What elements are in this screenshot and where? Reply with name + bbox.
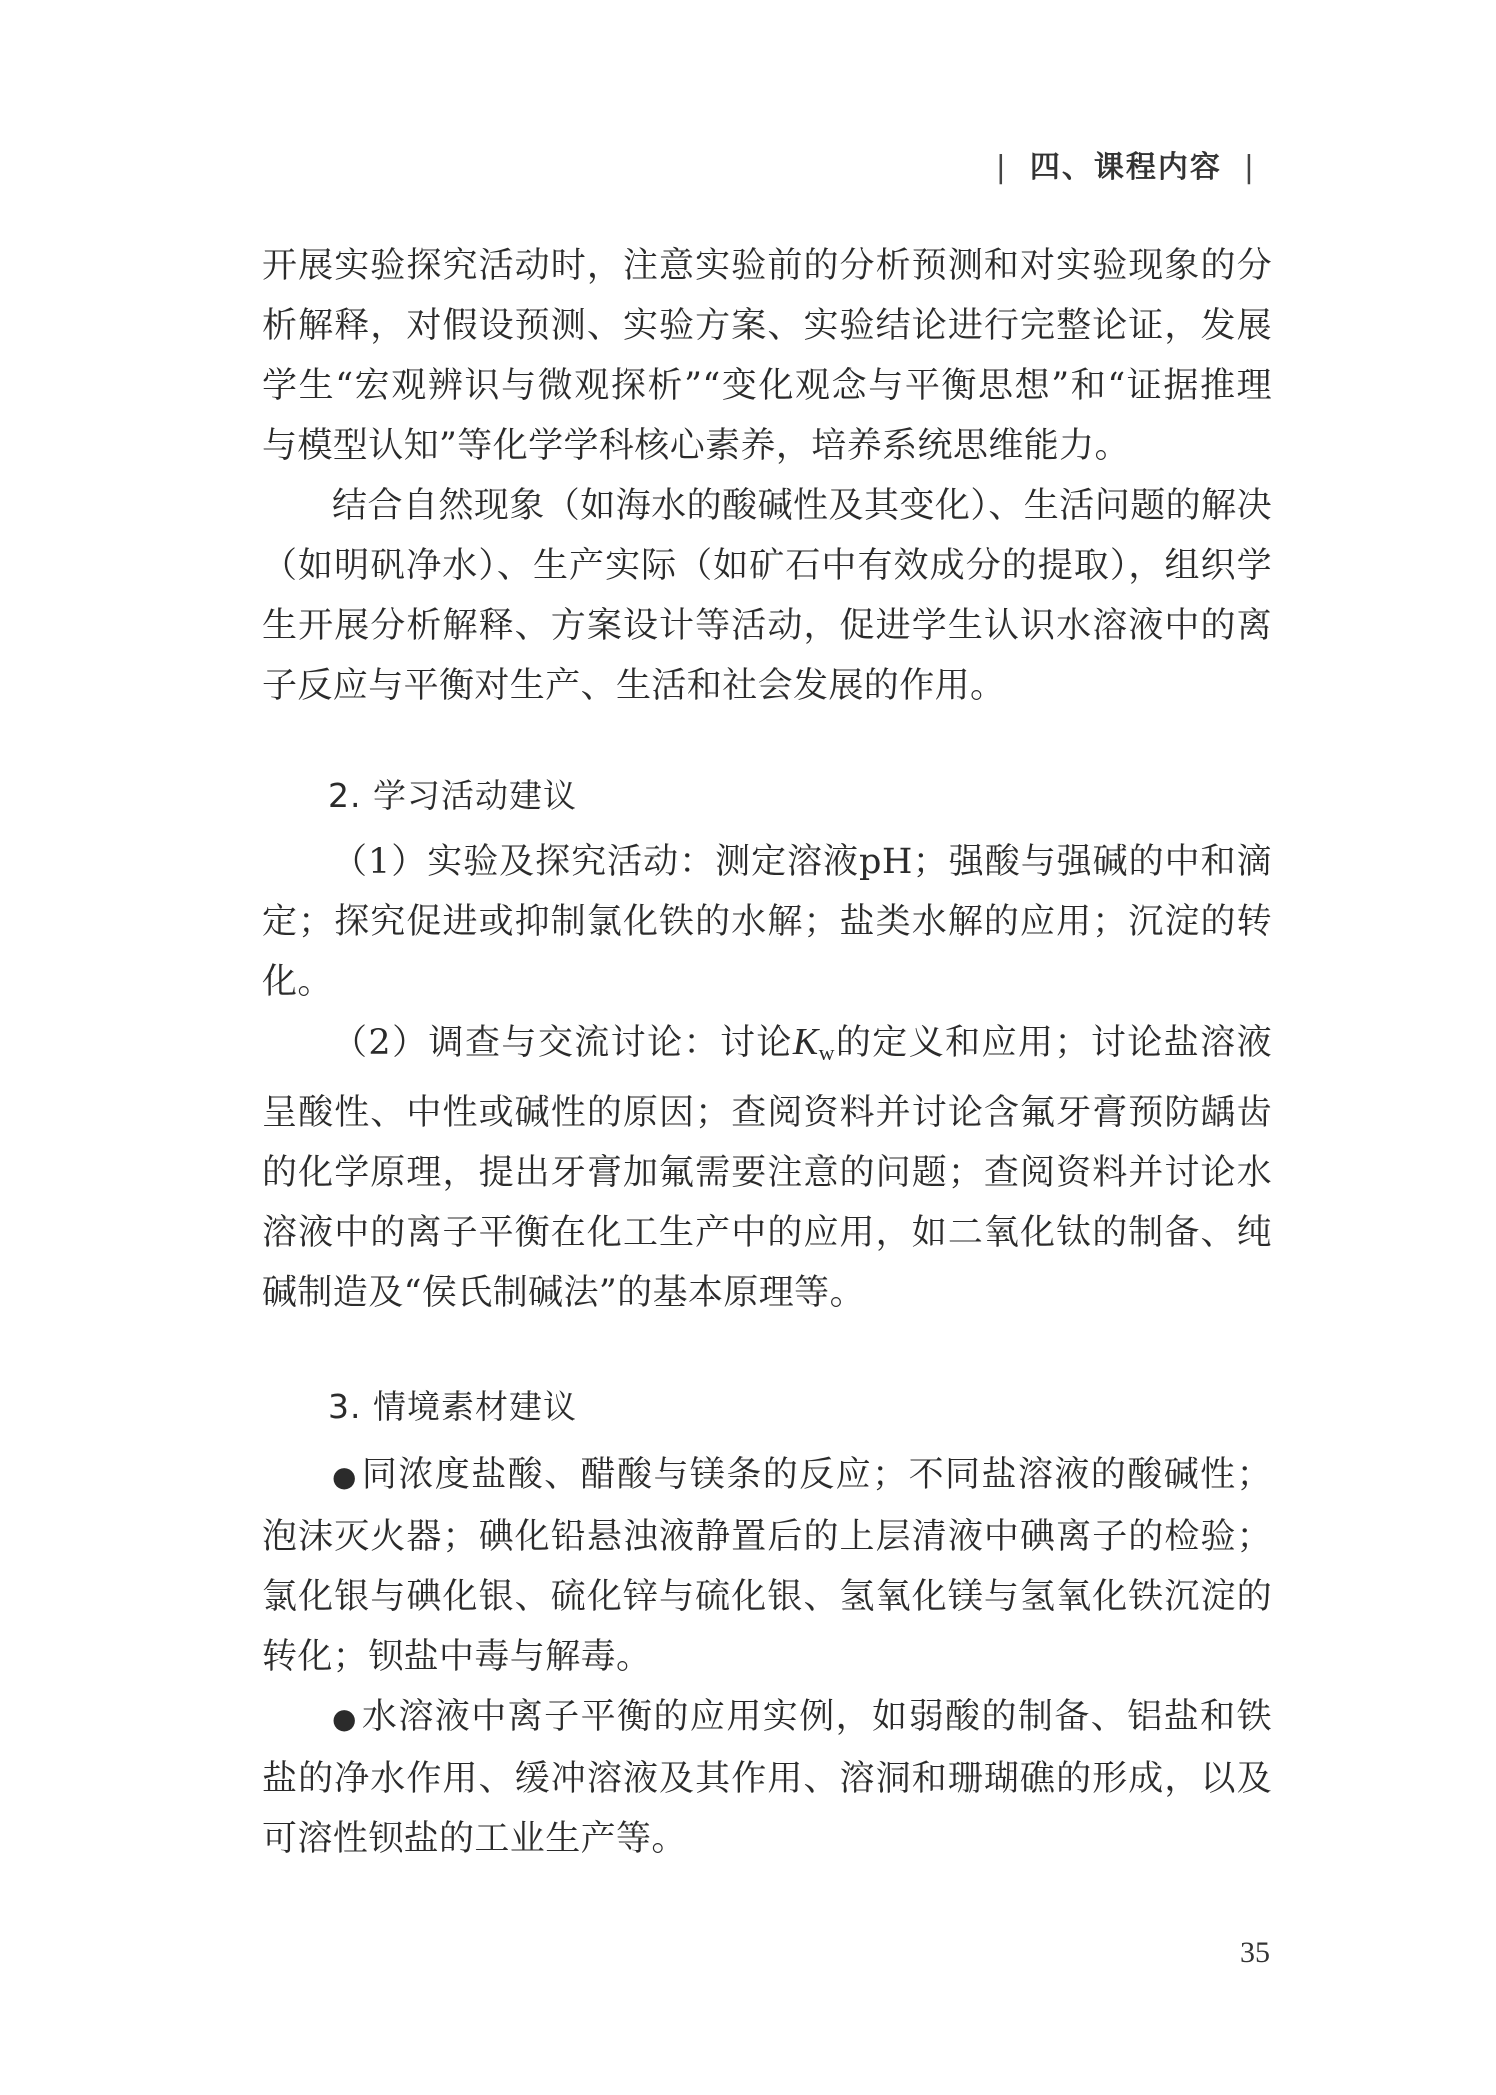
bullet-icon: ●	[332, 1702, 358, 1735]
section-heading-context-materials: 3. 情境素材建议	[328, 1387, 577, 1426]
page-number: 35	[1240, 1936, 1270, 1969]
header-bar-right: |	[1243, 150, 1256, 185]
page-body	[262, 236, 1272, 1869]
bullet-icon: ●	[332, 1460, 358, 1493]
activity-item-2-text-after: 的定义和应用；讨论盐溶液呈酸性、中性或碱性的原因；查阅资料并讨论含氟牙膏预防龋齿的化学原理，提出牙膏加氟需要注意的问题；查阅资料并讨论水溶液中的离子平衡在化工生产中的应用，如二氧化钛的制备、纯碱制造及“侯氏制碱法”的基本原理等。	[262, 1023, 1272, 1313]
section-heading-learning-activities: 2. 学习活动建议	[328, 776, 577, 815]
kw-symbol: K	[792, 1021, 819, 1063]
material-bullet-2	[262, 1687, 1272, 1869]
activity-item-1: （1）实验及探究活动：测定溶液pH；强酸与强碱的中和滴定；探究促进或抑制氯化铁的水解；盐类水解的应用；沉淀的转化。	[262, 842, 1272, 1002]
kw-subscript: w	[818, 1040, 835, 1065]
material-bullet-1-text: 同浓度盐酸、醋酸与镁条的反应；不同盐溶液的酸碱性；泡沫灭火器；碘化铅悬浊液静置后的上层清液中碘离子的检验；氯化银与碘化银、硫化锌与硫化银、氢氧化镁与氢氧化铁沉淀的转化；钡盐中毒与解毒。	[262, 1455, 1272, 1677]
activity-item-2-text-before: （2）调查与交流讨论：讨论	[332, 1023, 793, 1063]
running-header	[974, 142, 1278, 186]
material-bullet-1	[262, 1445, 1272, 1687]
activity-item-2	[262, 1012, 1272, 1323]
paragraph-continued: 开展实验探究活动时，注意实验前的分析预测和对实验现象的分析解释，对假设预测、实验方案、实验结论进行完整论证，发展学生“宏观辨识与微观探析”“变化观念与平衡思想”和“证据推理与模型认知”等化学学科核心素养，培养系统思维能力。	[262, 246, 1272, 466]
header-bar-left: |	[995, 150, 1008, 185]
paragraph-context: 结合自然现象（如海水的酸碱性及其变化）、生活问题的解决（如明矾净水）、生产实际（如矿石中有效成分的提取），组织学生开展分析解释、方案设计等活动，促进学生认识水溶液中的离子反应与平衡对生产、生活和社会发展的作用。	[262, 486, 1272, 706]
header-title: 四、课程内容	[1029, 150, 1222, 185]
material-bullet-2-text: 水溶液中离子平衡的应用实例，如弱酸的制备、铝盐和铁盐的净水作用、缓冲溶液及其作用、溶洞和珊瑚礁的形成，以及可溶性钡盐的工业生产等。	[262, 1697, 1272, 1859]
